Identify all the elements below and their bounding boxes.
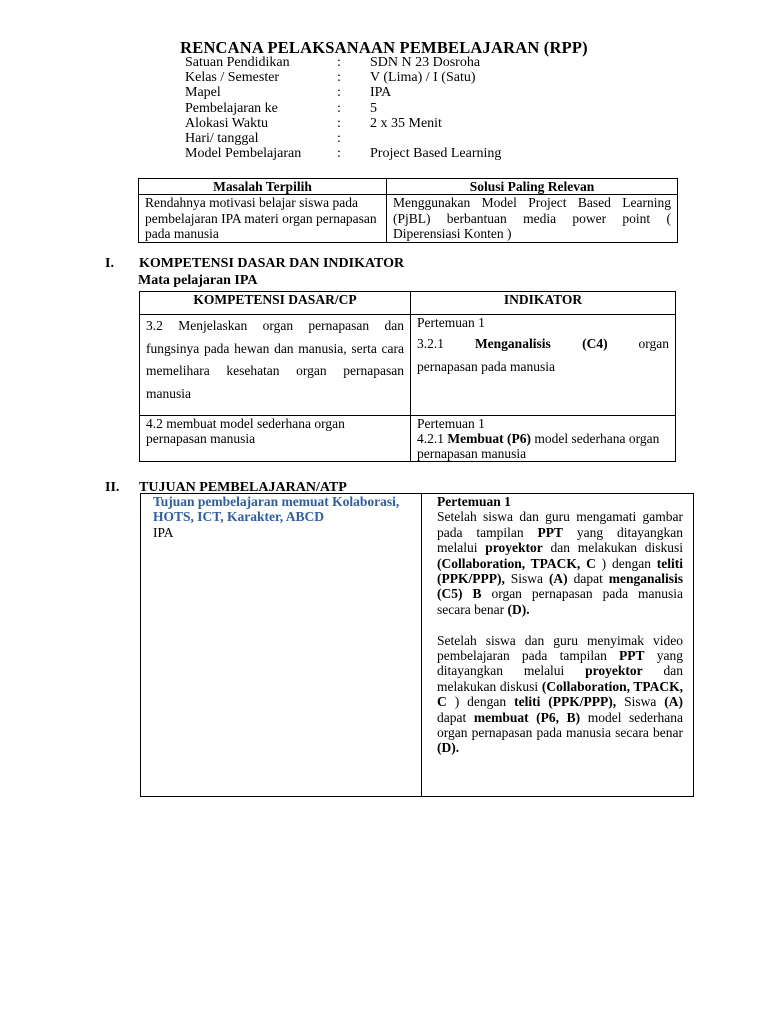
tujuan-subject: IPA: [153, 524, 174, 540]
info-label: Hari/ tanggal: [185, 130, 259, 146]
text: Setelah siswa dan guru mengamati gambar pada tampilan: [437, 509, 683, 540]
bold-text: PPT: [537, 524, 563, 540]
bold-text: (A): [548, 571, 568, 587]
info-colon: :: [337, 146, 341, 162]
bold-text: (Collaboration, TPACK, C: [437, 555, 596, 571]
table-row: [140, 315, 676, 416]
section-title: TUJUAN PEMBELAJARAN/ATP: [139, 480, 347, 495]
tujuan-paragraph-1: [437, 509, 683, 617]
masalah-header: Masalah Terpilih: [139, 179, 387, 195]
section-title: KOMPETENSI DASAR DAN INDIKATOR: [139, 256, 405, 271]
text: dapat: [437, 709, 467, 725]
bold-text: membuat (P6, B): [473, 709, 581, 725]
bold-text: PPT: [619, 648, 645, 664]
info-colon: :: [337, 85, 341, 101]
indikator-code: 3.2.1: [417, 336, 444, 351]
text: Siswa: [624, 694, 657, 710]
indikator-cell: [411, 315, 676, 416]
info-value: Project Based Learning: [370, 146, 502, 162]
info-colon: :: [337, 115, 341, 131]
indikator-verb: Menganalisis (C4): [474, 336, 608, 351]
info-value: V (Lima) / I (Satu): [370, 70, 476, 86]
kompetensi-table: [139, 291, 676, 462]
info-colon: :: [337, 130, 341, 146]
text: model sederhana organ pernapasan pada manusia secara benar: [437, 709, 684, 741]
solusi-cell: Menggunakan Model Project Based Learning (PjBL) berbantuan media power point ( Diperensiasi Konten ): [387, 195, 678, 243]
tujuan-paragraph-2: [437, 633, 683, 756]
indikator-code: 4.2.1: [417, 431, 444, 446]
table-row: [140, 416, 676, 462]
spacer: [437, 617, 683, 632]
masalah-solusi-table: [138, 178, 678, 243]
text: Setelah siswa dan guru menyimak video pembelajaran pada tampilan: [437, 632, 683, 664]
section-number: II.: [105, 480, 120, 495]
indikator-rest-1: organ: [638, 336, 669, 351]
tujuan-left-cell: [141, 494, 422, 797]
info-value: SDN N 23 Dosroha: [370, 55, 481, 70]
text: dapat: [573, 571, 603, 587]
text: dan melakukan diskusi: [437, 663, 683, 694]
info-label: Model Pembelajaran: [185, 146, 302, 162]
kd-header: KOMPETENSI DASAR/CP: [140, 292, 411, 315]
bold-text: (Collaboration, TPACK, C: [437, 678, 683, 710]
info-label: Mapel: [185, 85, 221, 101]
document-title: RENCANA PELAKSANAAN PEMBELAJARAN (RPP): [180, 38, 588, 57]
info-label: Satuan Pendidikan: [185, 55, 290, 70]
info-value: IPA: [370, 85, 392, 101]
info-colon: :: [337, 55, 341, 70]
kd-cell: 3.2 Menjelaskan organ pernapasan dan fungsinya pada hewan dan manusia, serta cara memelihara kesehatan organ pernapasan manusia: [140, 315, 411, 416]
masalah-cell: Rendahnya motivasi belajar siswa pada pembelajaran IPA materi organ pernapasan pada manusia: [139, 195, 387, 243]
section-number: I.: [105, 256, 114, 271]
text: Siswa: [510, 571, 544, 587]
info-label: Kelas / Semester: [185, 70, 280, 86]
bold-text: (D).: [507, 601, 530, 617]
indikator-line: [417, 330, 669, 358]
bold-text: teliti (PPK/PPP),: [514, 694, 617, 710]
indikator-verb: Membuat (P6): [447, 431, 531, 446]
info-colon: :: [337, 70, 341, 86]
pertemuan-label: Pertemuan 1: [437, 494, 511, 509]
section-1-subtitle: Mata pelajaran IPA: [138, 273, 258, 288]
indikator-cell: [411, 416, 676, 462]
text: ) dengan: [454, 694, 507, 710]
tujuan-right-cell: [422, 494, 694, 797]
bold-text: proyektor: [585, 663, 643, 679]
tujuan-note: Tujuan pembelajaran memuat Kolaborasi, HOTS, ICT, Karakter, ABCD: [153, 494, 400, 525]
indikator-line: [417, 431, 669, 461]
info-label: Pembelajaran ke: [185, 100, 278, 116]
pertemuan-label: Pertemuan 1: [417, 416, 485, 431]
bold-text: teliti (PPK/PPP),: [437, 555, 684, 587]
tujuan-table: [140, 493, 694, 797]
indikator-rest-2: pernapasan pada manusia: [417, 359, 555, 374]
info-colon: :: [337, 100, 341, 116]
info-value: 5: [370, 100, 377, 116]
text: dan melakukan diskusi: [550, 540, 684, 556]
text: yang ditayangkan melalui: [437, 524, 683, 556]
kd-cell: 4.2 membuat model sederhana organ pernapasan manusia: [140, 416, 411, 462]
bold-text: menganalisis (C5) B: [437, 571, 684, 602]
bold-text: (D).: [437, 740, 460, 756]
text: organ pernapasan pada manusia secara benar: [437, 586, 684, 617]
bold-text: (A): [664, 694, 684, 710]
info-label: Alokasi Waktu: [185, 115, 268, 131]
text: yang ditayangkan melalui: [437, 648, 683, 679]
indikator-rest: model sederhana organ pernapasan manusia: [417, 431, 660, 461]
indikator-header: INDIKATOR: [411, 292, 676, 315]
pertemuan-label: Pertemuan 1: [417, 315, 485, 330]
solusi-header: Solusi Paling Relevan: [387, 179, 678, 195]
text: ) dengan: [601, 555, 651, 571]
info-value: 2 x 35 Menit: [370, 115, 442, 131]
bold-text: proyektor: [485, 540, 543, 556]
